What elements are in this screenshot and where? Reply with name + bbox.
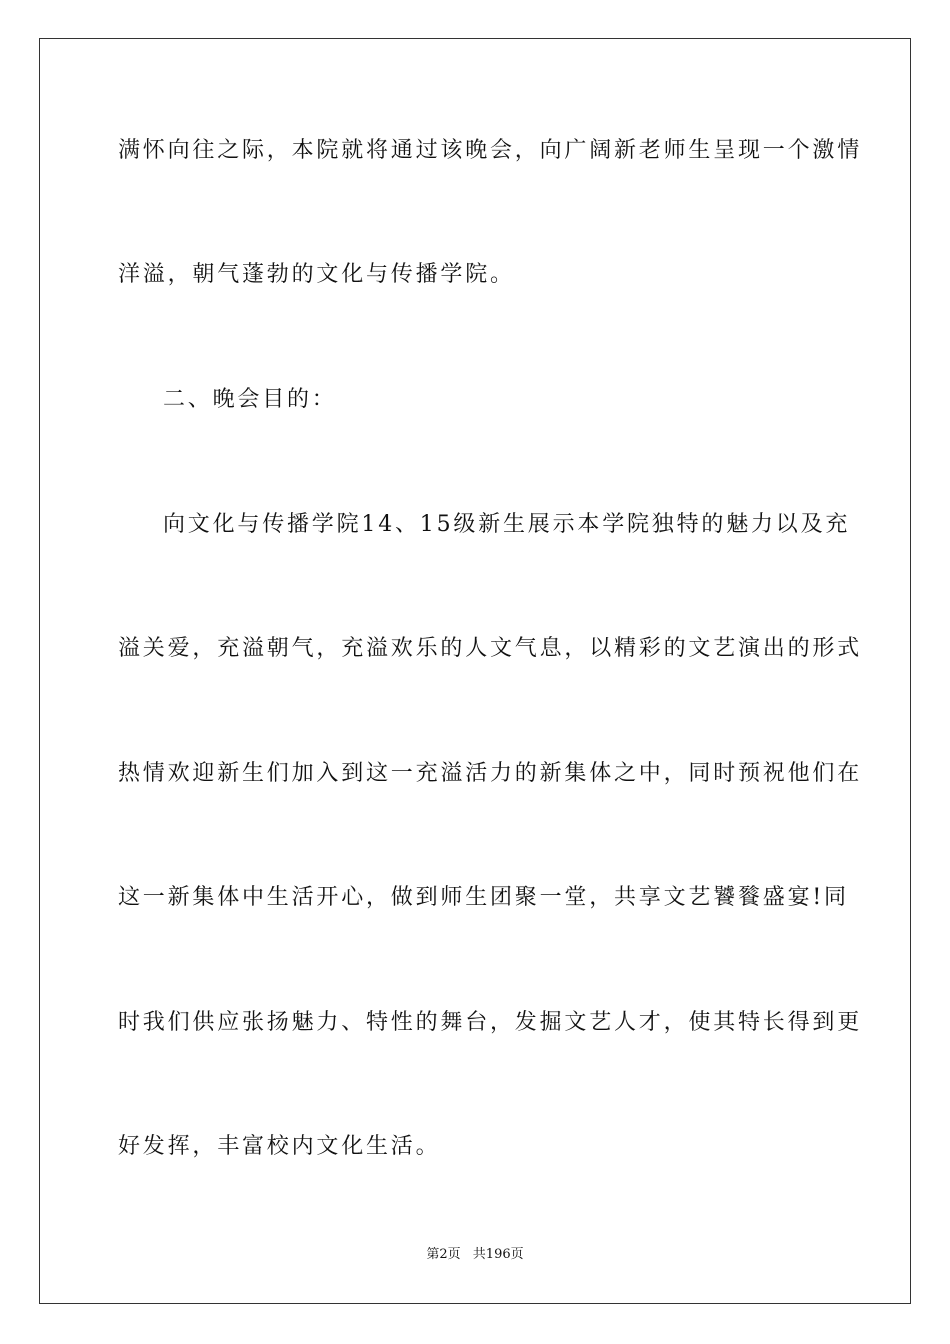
page-frame bbox=[39, 38, 911, 1304]
page-number: 第2页 bbox=[426, 1247, 461, 1262]
body-text-line: 好发挥，丰富校内文化生活。 bbox=[118, 1134, 441, 1159]
body-text-line: 溢关爱，充溢朝气，充溢欢乐的人文气息，以精彩的文艺演出的形式 bbox=[118, 636, 863, 661]
body-text-line: 时我们供应张扬魅力、特性的舞台，发掘文艺人才，使其特长得到更 bbox=[118, 1010, 863, 1035]
section-heading: 二、晚会目的： bbox=[163, 387, 337, 412]
body-text-line: 向文化与传播学院14、15级新生展示本学院独特的魅力以及充 bbox=[163, 512, 851, 537]
total-pages: 共196页 bbox=[472, 1247, 524, 1262]
body-text-line: 这一新集体中生活开心，做到师生团聚一堂，共享文艺饕餮盛宴!同 bbox=[118, 885, 849, 910]
body-text-line: 洋溢，朝气蓬勃的文化与传播学院。 bbox=[118, 262, 515, 287]
page-footer bbox=[0, 1246, 950, 1264]
body-text-line: 满怀向往之际，本院就将通过该晚会，向广阔新老师生呈现一个激情 bbox=[118, 138, 863, 163]
body-text-line: 热情欢迎新生们加入到这一充溢活力的新集体之中，同时预祝他们在 bbox=[118, 761, 863, 786]
